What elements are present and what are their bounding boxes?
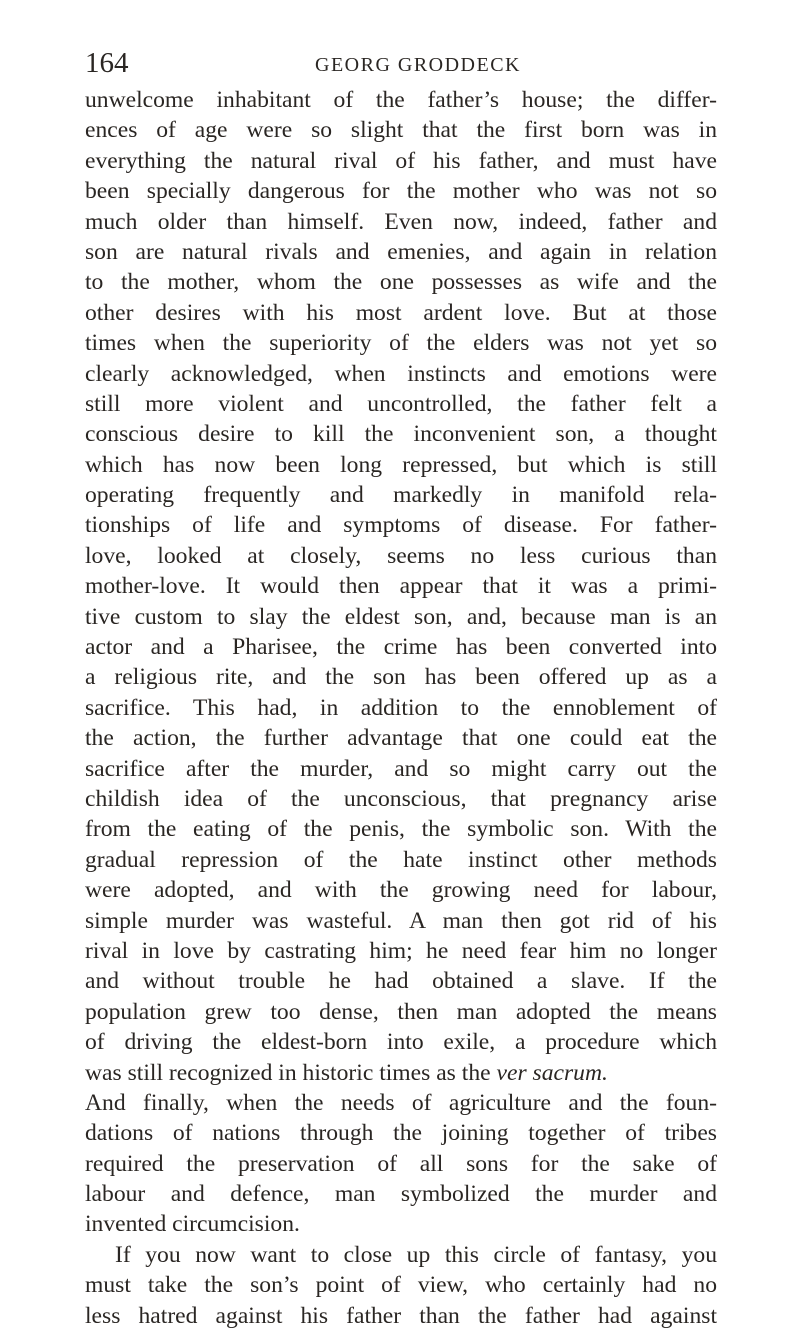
text-line: mother-love. It would then appear that it was a primi-: [85, 573, 717, 600]
text-line: were adopted, and with the growing need for labour,: [85, 877, 717, 904]
text-line: of driving the eldest-born into exile, a procedure which: [85, 1029, 717, 1056]
text-line: childish idea of the unconscious, that pregnancy arise: [85, 785, 717, 812]
text-line: and without trouble he had obtained a slave. If the: [85, 968, 717, 995]
text-line: operating frequently and markedly in manifold rela-: [85, 482, 717, 509]
text-line: dations of nations through the joining together of tribes: [85, 1120, 717, 1147]
text-line: clearly acknowledged, when instincts and emotions were: [85, 360, 717, 387]
text-line: gradual repression of the hate instinct other methods: [85, 846, 717, 873]
running-title: GEORG GRODDECK: [315, 54, 521, 76]
body-text: [85, 85, 717, 1331]
text-line: to the mother, whom the one possesses as wife and the: [85, 269, 717, 296]
text-line: son are natural rivals and emenies, and again in relation: [85, 238, 717, 265]
text-line: the action, the further advantage that one could eat the: [85, 725, 717, 752]
text-line: from the eating of the penis, the symbolic son. With the: [85, 816, 717, 843]
text-line: less hatred against his father than the father had against: [85, 1302, 717, 1329]
text-line: sacrifice after the murder, and so might carry out the: [85, 755, 717, 782]
running-head: [85, 46, 717, 80]
text-line: other desires with his most ardent love. But at those: [85, 299, 717, 326]
text-line: tionships of life and symptoms of disease. For father-: [85, 512, 717, 539]
text-line: everything the natural rival of his father, and must have: [85, 147, 717, 174]
text-line: required the preservation of all sons for the sake of: [85, 1150, 717, 1177]
text-line: which has now been long repressed, but which is still: [85, 451, 717, 478]
text-line: must take the son’s point of view, who certainly had no: [85, 1272, 717, 1299]
text-line: actor and a Pharisee, the crime has been converted into: [85, 634, 717, 661]
text-line: sacrifice. This had, in addition to the ennoblement of: [85, 694, 717, 721]
paragraph-end-line: invented circumcision.: [85, 1211, 300, 1238]
text-line: a religious rite, and the son has been offered up as a: [85, 664, 717, 691]
text-line: been specially dangerous for the mother who was not so: [85, 178, 717, 205]
text-line: simple murder was wasteful. A man then got rid of his: [85, 907, 717, 934]
page-number: 164: [85, 47, 129, 79]
text-line: rival in love by castrating him; he need fear him no longer: [85, 937, 717, 964]
text-line: And finally, when the needs of agriculture and the foun-: [85, 1089, 717, 1116]
text-line-lead: was still recognized in historic times as the: [85, 1059, 497, 1086]
text-line: conscious desire to kill the inconvenient son, a thought: [85, 421, 717, 448]
text-line: unwelcome inhabitant of the father’s house; the differ-: [85, 87, 717, 113]
text-line: labour and defence, man symbolized the murder and: [85, 1181, 717, 1208]
text-line: love, looked at closely, seems no less curious than: [85, 542, 717, 569]
text-line: population grew too dense, then man adopted the means: [85, 998, 717, 1025]
paragraph-start-line: If you now want to close up this circle of fantasy, you: [115, 1241, 717, 1268]
italic-phrase: ver sacrum.: [496, 1059, 608, 1086]
text-line: much older than himself. Even now, indeed, father and: [85, 208, 717, 235]
text-line: still more violent and uncontrolled, the father felt a: [85, 390, 717, 417]
text-line: ences of age were so slight that the first born was in: [85, 117, 717, 144]
text-line: tive custom to slay the eldest son, and, because man is an: [85, 603, 717, 630]
text-line-with-italic: [85, 1058, 717, 1088]
text-line: times when the superiority of the elders was not yet so: [85, 330, 717, 357]
